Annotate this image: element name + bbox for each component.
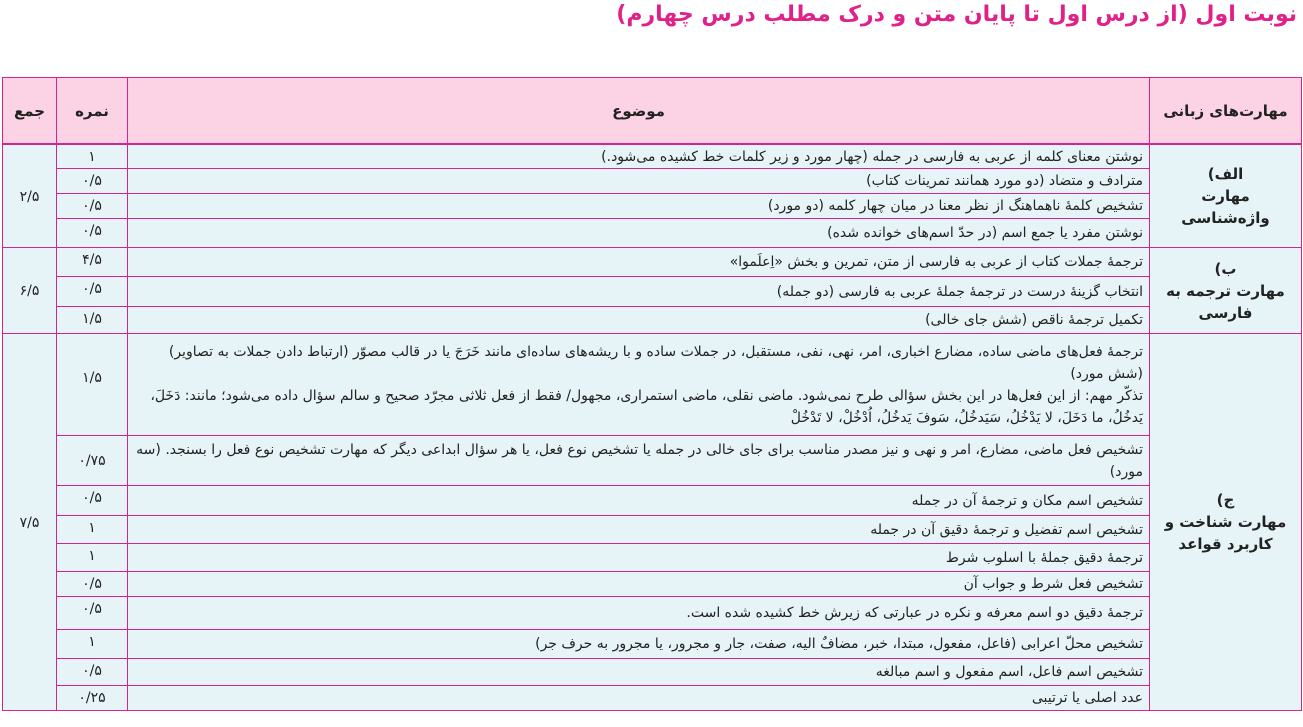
table-row	[3, 169, 1302, 194]
topic-cell: تشخیص اسم مکان و ترجمهٔ آن در جمله	[128, 486, 1150, 516]
table-row	[3, 544, 1302, 572]
topic-cell: نوشتن مفرد یا جمع اسم (در حدّ اسم‌های خوانده شده)	[128, 219, 1150, 248]
skill-cell-grammar	[1150, 334, 1302, 711]
score-cell: ۰/۷۵	[57, 436, 128, 486]
topic-cell: تشخیص محلّ اعرابی (فاعل، مفعول، مبتدا، خبر، مضافٌ الیه، صفت، جار و مجرور، یا مجرور به حرف جر)	[128, 630, 1150, 659]
page-title: نوبت اول (از درس اول تا پایان متن و درک مطلب درس چهارم)	[616, 2, 1297, 27]
table-row	[3, 630, 1302, 659]
score-cell: ۰/۵	[57, 597, 128, 630]
header-row	[3, 78, 1302, 144]
score-cell: ۰/۲۵	[57, 686, 128, 711]
score-cell: ۱	[57, 145, 128, 169]
score-cell: ۰/۵	[57, 277, 128, 307]
table-row	[3, 572, 1302, 597]
score-cell: ۱	[57, 630, 128, 659]
header-skills: مهارت‌های زبانی	[1150, 78, 1302, 144]
skill-name: مهارت واژه‌شناسی	[1181, 187, 1270, 227]
table-row	[3, 486, 1302, 516]
skill-name: مهارت شناخت و کاربرد قواعد	[1164, 513, 1287, 553]
skill-name: مهارت ترجمه به فارسی	[1166, 281, 1285, 322]
topic-cell: تکمیل ترجمهٔ ناقص (شش جای خالی)	[128, 307, 1150, 334]
table-row	[3, 436, 1302, 486]
topic-cell: ترجمهٔ دقیق دو اسم معرفه و نکره در عبارتی که زیرش خط کشیده شده است.	[128, 597, 1150, 630]
score-cell: ۱	[57, 544, 128, 572]
score-cell: ۴/۵	[57, 248, 128, 277]
table-row	[3, 334, 1302, 436]
total-cell: ۶/۵	[3, 248, 57, 334]
header-score: نمره	[57, 78, 128, 144]
skill-letter: ج)	[1216, 491, 1235, 509]
topic-cell: عدد اصلی یا ترتیبی	[128, 686, 1150, 711]
skill-cell-vocabulary	[1150, 145, 1302, 248]
score-cell: ۰/۵	[57, 194, 128, 219]
topic-text: ترجمهٔ فعل‌های ماضی ساده، مضارع اخباری، امر، نهی، نفی، مستقبل، در جملات ساده و با ریشه‌های ساده‌ای مانند خَرَجَ یا در قالب مصوّر (ارتباط دادن جملات به تصاویر) (شش مورد)	[168, 343, 1143, 382]
score-cell: ۰/۵	[57, 572, 128, 597]
topic-cell: ترجمهٔ جملات کتاب از عربی به فارسی از متن، تمرین و بخش «اِعلَموا»	[128, 248, 1150, 277]
total-cell: ۲/۵	[3, 145, 57, 248]
topic-cell: نوشتن معنای کلمه از عربی به فارسی در جمله (چهار مورد و زیر کلمات خط کشیده می‌شود.)	[128, 145, 1150, 169]
topic-cell: ترجمهٔ دقیق جملهٔ با اسلوب شرط	[128, 544, 1150, 572]
table-row	[3, 307, 1302, 334]
score-cell: ۰/۵	[57, 169, 128, 194]
score-cell: ۱/۵	[57, 307, 128, 334]
table-row	[3, 659, 1302, 686]
skill-cell-translation	[1150, 248, 1302, 334]
header-total: جمع	[3, 78, 57, 144]
topic-cell: تشخیص اسم تفضیل و ترجمهٔ دقیق آن در جمله	[128, 516, 1150, 544]
topic-cell: تشخیص فعل شرط و جواب آن	[128, 572, 1150, 597]
table-row	[3, 194, 1302, 219]
table-row	[3, 516, 1302, 544]
table-row	[3, 686, 1302, 711]
score-cell: ۰/۵	[57, 486, 128, 516]
skill-letter: الف)	[1207, 165, 1244, 183]
topic-cell: انتخاب گزینهٔ درست در ترجمهٔ جملهٔ عربی به فارسی (دو جمله)	[128, 277, 1150, 307]
skill-letter: ب)	[1214, 259, 1237, 278]
exam-blueprint-table	[2, 77, 1302, 711]
table-row	[3, 277, 1302, 307]
total-cell: ۷/۵	[3, 334, 57, 711]
topic-cell	[128, 334, 1150, 436]
table-row	[3, 145, 1302, 169]
topic-note: تذکّر مهم: از این فعل‌ها در این بخش سؤالی طرح نمی‌شود. ماضی نقلی، ماضی استمراری، مجهول/ فقط از فعل ثلاثی مجرّد صحیح و سالم سؤال داده می‌شود؛ مانند: دَخَلَ، یَدخُلُ، ما دَخَلَ، لا یَدْخُلُ، سَیَدخُلُ، سَوفَ یَدخُلُ، اُدْخُلْ، لا تَدْخُلْ	[150, 387, 1143, 426]
topic-cell: تشخیص اسم فاعل، اسم مفعول و اسم مبالغه	[128, 659, 1150, 686]
score-cell: ۰/۵	[57, 219, 128, 248]
topic-cell: مترادف و متضاد (دو مورد همانند تمرینات کتاب)	[128, 169, 1150, 194]
table-row	[3, 248, 1302, 277]
table-row	[3, 219, 1302, 248]
score-cell: ۰/۵	[57, 659, 128, 686]
score-cell: ۱/۵	[57, 334, 128, 436]
score-cell: ۱	[57, 516, 128, 544]
header-topic: موضوع	[128, 78, 1150, 144]
table-row	[3, 597, 1302, 630]
topic-cell: تشخیص فعل ماضی، مضارع، امر و نهی و نیز مصدر مناسب برای جای خالی در جمله یا تشخیص نوع فعل، یا هر سؤال ابداعی دیگر که مهارت تشخیص نوع فعل را بسنجد. (سه مورد)	[128, 436, 1150, 486]
topic-cell: تشخیص کلمهٔ ناهماهنگ از نظر معنا در میان چهار کلمه (دو مورد)	[128, 194, 1150, 219]
